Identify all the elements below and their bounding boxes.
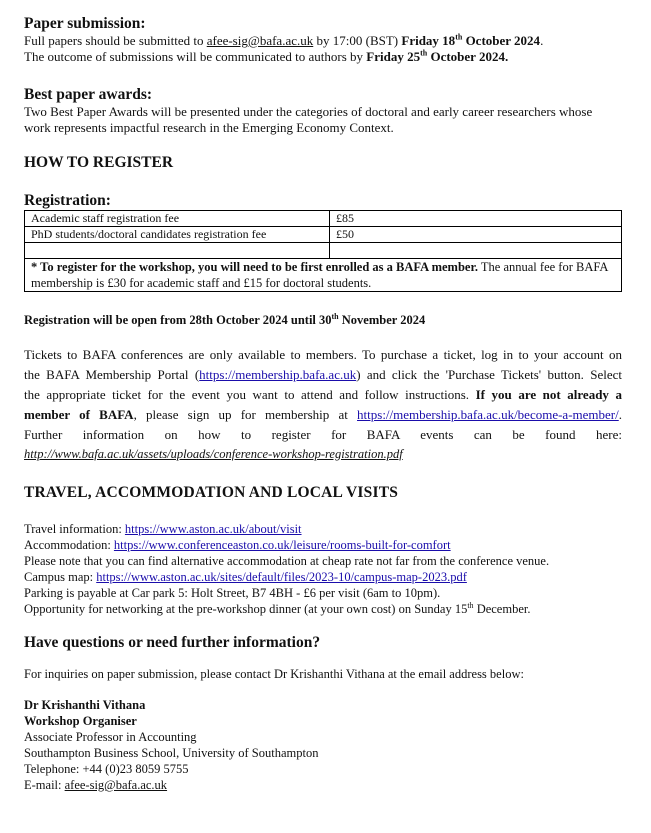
travel-info-line: Travel information: https://www.aston.ac.uk/about/visit <box>24 522 302 536</box>
travel-info-link[interactable]: https://www.aston.ac.uk/about/visit <box>124 522 302 536</box>
text: Full papers should be submitted to <box>24 33 207 48</box>
accommodation-line: Accommodation: https://www.conferenceaston.co.uk/leisure/rooms-built-for-comfort <box>24 538 451 552</box>
questions-heading: Have questions or need further information? <box>24 634 321 651</box>
tickets-line-3: the appropriate ticket for the event you want to attend and follow instructions. If you are not already a <box>24 387 622 402</box>
become-member-link[interactable]: https://membership.bafa.ac.uk/become-a-member/ <box>357 407 619 422</box>
tickets-line-4: member of BAFA, please sign up for membership at https://membership.bafa.ac.uk/become-a-member/. <box>24 407 622 422</box>
campus-map-line: Campus map: https://www.aston.ac.uk/sites/default/files/2023-10/campus-map-2023.pdf <box>24 570 467 584</box>
fee-label <box>25 243 330 259</box>
contact-email-line: E-mail: afee-sig@bafa.ac.uk <box>24 778 168 792</box>
contact-school: Southampton Business School, University of Southampton <box>24 746 319 760</box>
contact-role: Workshop Organiser <box>24 714 137 728</box>
accommodation-link[interactable]: https://www.conferenceaston.co.uk/leisure/rooms-built-for-comfort <box>113 538 451 552</box>
questions-text: For inquiries on paper submission, please contact Dr Krishanthi Vithana at the email address below: <box>24 667 524 681</box>
campus-map-link[interactable]: https://www.aston.ac.uk/sites/default/files/2023-10/campus-map-2023.pdf <box>96 570 467 584</box>
how-to-register-heading: HOW TO REGISTER <box>24 154 174 171</box>
registration-heading: Registration: <box>24 192 111 209</box>
best-paper-text: Two Best Paper Awards will be presented under the categories of doctoral and early career researchers whose work represents impactful research in the Emerging Economy Context. <box>24 104 593 135</box>
tickets-line-2: the BAFA Membership Portal (https://membership.bafa.ac.uk) and click the 'Purchase Tickets' button. Select <box>24 367 622 382</box>
fee-label: PhD students/doctoral candidates registration fee <box>25 227 330 243</box>
membership-note: * To register for the workshop, you will need to be first enrolled as a BAFA member. The annual fee for BAFA membership is £30 for academic staff and £15 for doctoral students. <box>25 259 622 292</box>
accommodation-note: Please note that you can find alternative accommodation at cheap rate not far from the conference venue. <box>24 554 550 568</box>
tickets-line-5: Further information on how to register for BAFA events can be found here: <box>24 427 622 442</box>
fee-label: Academic staff registration fee <box>25 211 330 227</box>
submission-email-link[interactable]: afee-sig@bafa.ac.uk <box>206 33 314 48</box>
text: The outcome of submissions will be communicated to authors by <box>24 49 367 64</box>
registration-fee-table <box>24 210 622 292</box>
contact-email-link[interactable]: afee-sig@bafa.ac.uk <box>64 778 168 792</box>
contact-name: Dr Krishanthi Vithana <box>24 698 146 712</box>
contact-phone: Telephone: +44 (0)23 8059 5755 <box>24 762 189 776</box>
fee-value <box>330 243 622 259</box>
text: by 17:00 (BST) <box>313 33 402 48</box>
contact-title: Associate Professor in Accounting <box>24 730 197 744</box>
tickets-line-6 <box>24 445 622 463</box>
document-page <box>24 14 622 793</box>
submission-deadline-line: Full papers should be submitted to afee-sig@bafa.ac.uk by 17:00 (BST) Friday 18th October 2024. <box>24 32 544 48</box>
table-row <box>25 227 622 243</box>
travel-heading: TRAVEL, ACCOMMODATION AND LOCAL VISITS <box>24 484 399 501</box>
tickets-line-1: Tickets to BAFA conferences are only available to members. To purchase a ticket, log in to your account on <box>24 347 622 362</box>
table-row <box>25 243 622 259</box>
membership-note-row <box>25 259 622 292</box>
parking-line: Parking is payable at Car park 5: Holt Street, B7 4BH - £6 per visit (6am to 10pm). <box>24 586 441 600</box>
registration-open-dates: Registration will be open from 28th October 2024 until 30th November 2024 <box>24 311 426 327</box>
paper-submission-heading: Paper submission: <box>24 15 146 32</box>
deadline-date: Friday 18th October 2024 <box>401 32 541 48</box>
dinner-line: Opportunity for networking at the pre-workshop dinner (at your own cost) on Sunday 15th December. <box>24 600 531 616</box>
outcome-date: Friday 25th October 2024. <box>366 48 509 64</box>
registration-pdf-link[interactable]: http://www.bafa.ac.uk/assets/uploads/conference-workshop-registration.pdf <box>24 447 403 461</box>
table-row <box>25 211 622 227</box>
fee-value: £85 <box>330 211 622 227</box>
outcome-line <box>24 49 622 65</box>
membership-portal-link[interactable]: https://membership.bafa.ac.uk <box>199 367 357 382</box>
fee-value: £50 <box>330 227 622 243</box>
best-paper-heading: Best paper awards: <box>24 86 153 103</box>
